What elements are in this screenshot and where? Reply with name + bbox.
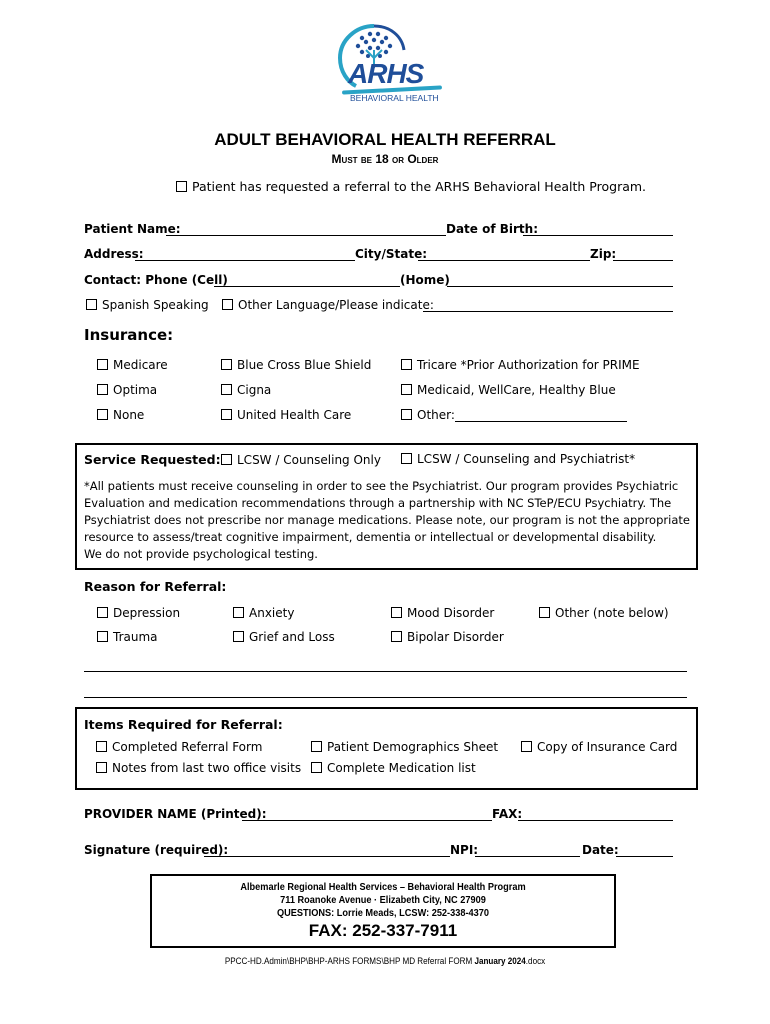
option-label: Complete Medication list (327, 761, 476, 775)
contact-phone-label: Contact: Phone (Cell) (84, 273, 228, 287)
option-label: Notes from last two office visits (112, 761, 302, 775)
item-referral-form[interactable] (96, 740, 262, 754)
form-subtitle: Must be 18 or Older (331, 152, 439, 166)
signature-label: Signature (required): (84, 843, 229, 857)
option-label: Optima (113, 383, 158, 397)
file-path-date: January 2024 (474, 956, 526, 966)
note-line: resource to assess/treat cognitive impairment, dementia or intellectual or developmental disability. (84, 530, 657, 544)
checkbox-icon[interactable] (222, 299, 233, 310)
footer-fax: FAX: 252-337-7911 (308, 921, 458, 940)
checkbox-icon[interactable] (96, 741, 107, 752)
reason-mood-disorder[interactable] (391, 606, 494, 620)
logo-subtitle: BEHAVIORAL HEALTH (350, 93, 439, 103)
spanish-speaking-checkbox[interactable] (86, 298, 209, 312)
reason-depression[interactable] (97, 606, 180, 620)
insurance-other[interactable] (401, 408, 455, 422)
service-counseling-only[interactable] (221, 453, 381, 467)
checkbox-icon[interactable] (233, 631, 244, 642)
provider-name-label: PROVIDER NAME (Printed): (84, 807, 267, 821)
checkbox-icon[interactable] (96, 762, 107, 773)
checkbox-icon[interactable] (401, 409, 412, 420)
footer-org: Albemarle Regional Health Services – Behavioral Health Program (240, 882, 526, 893)
notes-line-1[interactable] (84, 671, 687, 672)
reason-anxiety[interactable] (233, 606, 294, 620)
option-label: Copy of Insurance Card (537, 740, 678, 754)
note-line: We do not provide psychological testing. (84, 547, 318, 561)
option-label: Bipolar Disorder (407, 630, 504, 644)
checkbox-icon[interactable] (521, 741, 532, 752)
provider-fax-field[interactable] (518, 808, 673, 821)
checkbox-icon[interactable] (221, 454, 232, 465)
insurance-heading: Insurance: (84, 326, 174, 344)
logo (326, 20, 446, 106)
service-counseling-psychiatrist[interactable] (401, 452, 635, 466)
checkbox-icon[interactable] (176, 181, 187, 192)
insurance-none[interactable] (97, 408, 144, 422)
option-label: Grief and Loss (249, 630, 335, 644)
insurance-cigna[interactable] (221, 383, 271, 397)
zip-label: Zip: (590, 247, 617, 261)
option-label: Tricare *Prior Authorization for PRIME (417, 358, 640, 372)
date-field[interactable] (616, 844, 673, 857)
option-label: United Health Care (237, 408, 352, 422)
option-label: Other: (417, 408, 455, 422)
checkbox-icon[interactable] (401, 384, 412, 395)
option-label: Depression (113, 606, 181, 620)
home-phone-field[interactable] (447, 274, 673, 287)
file-path (39, 956, 732, 966)
reason-heading: Reason for Referral: (84, 579, 227, 594)
reason-trauma[interactable] (97, 630, 158, 644)
option-label: None (113, 408, 145, 422)
other-language-label: Other Language/Please indicate: (238, 298, 434, 312)
insurance-bcbs[interactable] (221, 358, 371, 372)
option-label: LCSW / Counseling Only (237, 453, 381, 467)
file-path-prefix: PPCC-HD.Admin\BHP\BHP-ARHS FORMS\BHP MD Referral FORM (224, 956, 475, 966)
provider-name-field[interactable] (242, 808, 492, 821)
form-title: ADULT BEHAVIORAL HEALTH REFERRAL (214, 130, 556, 149)
checkbox-icon[interactable] (97, 384, 108, 395)
date-label: Date: (582, 843, 619, 857)
checkbox-icon[interactable] (401, 359, 412, 370)
option-label: Anxiety (249, 606, 295, 620)
option-label: Completed Referral Form (112, 740, 263, 754)
npi-field[interactable] (475, 844, 580, 857)
dob-label: Date of Birth: (446, 222, 539, 236)
home-phone-label: (Home) (400, 273, 450, 287)
note-line: *All patients must receive counseling in order to see the Psychiatrist. Our program provides Psychiatric (84, 479, 679, 493)
patient-name-label: Patient Name: (84, 222, 181, 236)
signature-field[interactable] (204, 844, 450, 857)
option-label: Patient Demographics Sheet (327, 740, 499, 754)
notes-line-2[interactable] (84, 697, 687, 698)
option-label: Other (note below) (555, 606, 669, 620)
service-note (84, 478, 694, 563)
patient-name-field[interactable] (166, 223, 446, 236)
patient-requested-label: Patient has requested a referral to the ARHS Behavioral Health Program. (192, 179, 647, 194)
checkbox-icon[interactable] (97, 359, 108, 370)
insurance-medicaid[interactable] (401, 383, 616, 397)
checkbox-icon[interactable] (221, 359, 232, 370)
checkbox-icon[interactable] (97, 409, 108, 420)
item-demographics[interactable] (311, 740, 498, 754)
checkbox-icon[interactable] (539, 607, 550, 618)
address-field[interactable] (135, 248, 355, 261)
service-label: Service Requested: (84, 452, 221, 467)
address-label: Address: (84, 247, 144, 261)
npi-label: NPI: (450, 843, 479, 857)
insurance-medicare[interactable] (97, 358, 168, 372)
note-line: Psychiatrist does not prescribe nor manage medications. Please note, our program is not the appropriate (84, 513, 690, 527)
option-label: Mood Disorder (407, 606, 495, 620)
other-language-checkbox[interactable] (222, 298, 434, 312)
cell-phone-field[interactable] (214, 274, 400, 287)
zip-field[interactable] (613, 248, 673, 261)
option-label: Blue Cross Blue Shield (237, 358, 372, 372)
checkbox-icon[interactable] (311, 762, 322, 773)
logo-text: ARHS (348, 58, 424, 89)
city-state-field[interactable] (418, 248, 590, 261)
option-label: Medicare (113, 358, 168, 372)
insurance-tricare[interactable] (401, 358, 640, 372)
option-label: Cigna (237, 383, 272, 397)
footer-address: 711 Roanoke Avenue · Elizabeth City, NC 27909 (280, 895, 486, 906)
checkbox-icon[interactable] (311, 741, 322, 752)
checkbox-icon[interactable] (221, 384, 232, 395)
checkbox-icon[interactable] (391, 631, 402, 642)
option-label: Trauma (113, 630, 158, 644)
note-line: Evaluation and medication recommendations through a partnership with NC STeP/ECU Psychiatry. The (84, 496, 672, 510)
item-office-notes[interactable] (96, 761, 301, 775)
reason-other[interactable] (539, 606, 669, 620)
insurance-optima[interactable] (97, 383, 157, 397)
checkbox-icon[interactable] (401, 453, 412, 464)
reason-bipolar[interactable] (391, 630, 504, 644)
checkbox-icon[interactable] (233, 607, 244, 618)
items-heading: Items Required for Referral: (84, 717, 283, 732)
option-label: LCSW / Counseling and Psychiatrist* (417, 452, 636, 466)
footer-questions: QUESTIONS: Lorrie Meads, LCSW: 252-338-4370 (276, 908, 490, 919)
reason-grief[interactable] (233, 630, 335, 644)
item-insurance-card[interactable] (521, 740, 677, 754)
option-label: Medicaid, WellCare, Healthy Blue (417, 383, 616, 397)
dob-field[interactable] (523, 223, 673, 236)
checkbox-icon[interactable] (97, 607, 108, 618)
insurance-uhc[interactable] (221, 408, 351, 422)
checkbox-icon[interactable] (97, 631, 108, 642)
spanish-label: Spanish Speaking (102, 298, 209, 312)
city-state-label: City/State: (355, 247, 428, 261)
provider-fax-label: FAX: (492, 807, 523, 821)
checkbox-icon[interactable] (221, 409, 232, 420)
file-path-ext: .docx (525, 956, 546, 966)
checkbox-icon[interactable] (86, 299, 97, 310)
insurance-other-field[interactable] (455, 409, 627, 422)
item-medication-list[interactable] (311, 761, 476, 775)
other-language-field[interactable] (423, 299, 673, 312)
checkbox-icon[interactable] (391, 607, 402, 618)
patient-requested-checkbox[interactable] (176, 179, 646, 194)
